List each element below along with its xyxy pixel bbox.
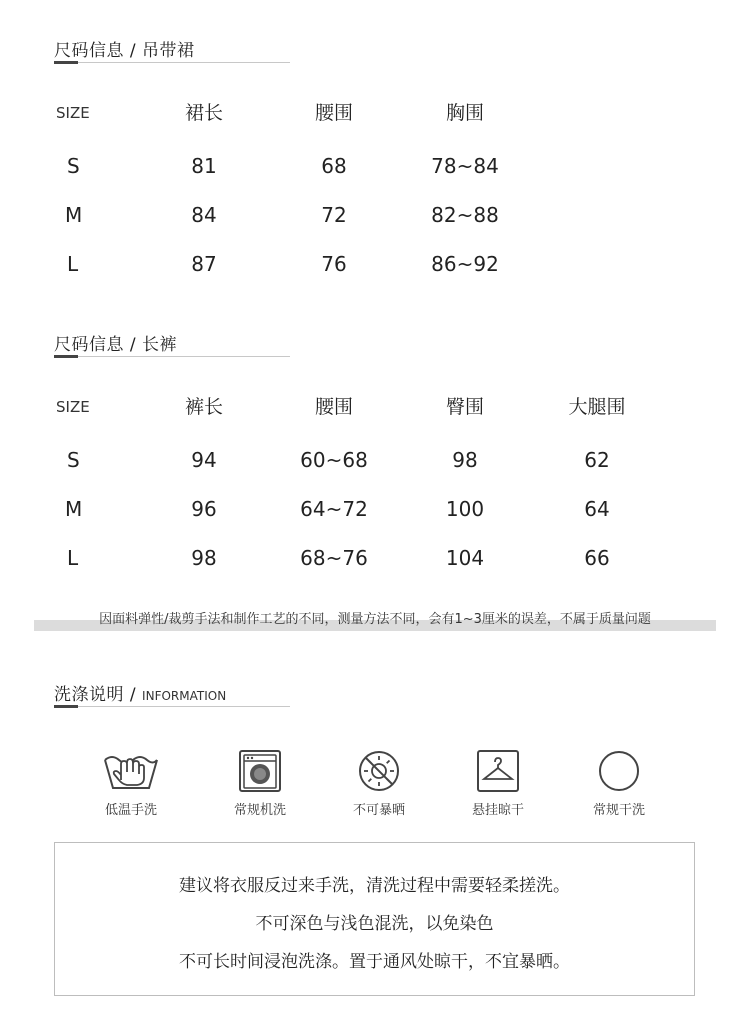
value-cell: 62	[584, 448, 610, 472]
header-waist: 腰围	[314, 396, 353, 418]
size-cell: L	[67, 252, 79, 276]
value-cell: 94	[191, 448, 217, 472]
wash-title	[54, 680, 226, 705]
size-cell: S	[67, 448, 80, 472]
size-cell: S	[67, 154, 80, 178]
size-cell: M	[65, 203, 83, 227]
table-header-row	[0, 392, 750, 422]
header-size: SIZE	[56, 398, 90, 416]
wash-item	[76, 750, 186, 818]
size-cell: M	[65, 497, 83, 521]
value-cell: 96	[191, 497, 217, 521]
wash-title-sub: INFORMATION	[142, 689, 227, 703]
wash-label: 常规干洗	[592, 803, 645, 818]
pants-size-section-title	[54, 330, 290, 360]
header-thigh: 大腿围	[568, 396, 626, 418]
table-header-row	[0, 98, 750, 128]
value-cell: 68	[321, 154, 347, 178]
table-row	[0, 494, 750, 524]
size-cell: L	[67, 546, 79, 570]
wash-label: 低温手洗	[104, 803, 157, 818]
value-cell: 64~72	[300, 497, 368, 521]
title-accent-bar	[54, 61, 78, 64]
dress-size-title: 尺码信息 / 吊带裙	[54, 41, 195, 61]
value-cell: 60~68	[300, 448, 368, 472]
value-cell: 87	[191, 252, 217, 276]
table-row	[0, 151, 750, 181]
machine-wash-icon	[230, 750, 290, 792]
value-cell: 82~88	[431, 203, 499, 227]
header-skirt-length: 裙长	[184, 102, 223, 124]
hang-dry-icon	[468, 750, 528, 792]
wash-label: 悬挂晾干	[471, 803, 524, 818]
header-hip: 臀围	[445, 396, 484, 418]
no-sun-icon	[349, 750, 409, 792]
title-accent-bar	[54, 705, 78, 708]
wash-section-title	[54, 680, 290, 710]
value-cell: 64	[584, 497, 610, 521]
dry-clean-icon	[589, 750, 649, 792]
wash-title-main: 洗涤说明 /	[54, 685, 143, 705]
title-accent-bar	[54, 355, 78, 358]
title-divider	[54, 356, 290, 357]
header-bust: 胸围	[445, 102, 484, 124]
value-cell: 98	[452, 448, 478, 472]
wash-item	[443, 750, 553, 818]
table-row	[0, 543, 750, 573]
value-cell: 84	[191, 203, 217, 227]
value-cell: 76	[321, 252, 347, 276]
wash-label: 不可暴晒	[352, 803, 405, 818]
value-cell: 68~76	[300, 546, 368, 570]
value-cell: 100	[445, 497, 485, 521]
dress-size-section-title	[54, 36, 290, 66]
table-row	[0, 249, 750, 279]
wash-label: 常规机洗	[233, 803, 286, 818]
table-row	[0, 445, 750, 475]
header-waist: 腰围	[314, 102, 353, 124]
care-instructions-box	[54, 842, 695, 996]
wash-icons-row	[0, 750, 750, 820]
value-cell: 98	[191, 546, 217, 570]
table-row	[0, 200, 750, 230]
value-cell: 66	[584, 546, 610, 570]
header-size: SIZE	[56, 104, 90, 122]
wash-item	[205, 750, 315, 818]
value-cell: 86~92	[431, 252, 499, 276]
value-cell: 104	[445, 546, 485, 570]
wash-item	[564, 750, 674, 818]
title-divider	[54, 706, 290, 707]
wash-item	[324, 750, 434, 818]
care-instruction-line: 建议将衣服反过来手洗，清洗过程中需要轻柔搓洗。	[179, 876, 570, 896]
care-instruction-line: 不可深色与浅色混洗，以免染色	[255, 914, 494, 934]
measurement-notice: 因面料弹性/裁剪手法和制作工艺的不同，测量方法不同，会有1~3厘米的误差，不属于质量问题	[99, 612, 651, 627]
hand-wash-icon	[101, 750, 161, 792]
title-divider	[54, 62, 290, 63]
header-pants-length: 裤长	[184, 396, 223, 418]
pants-size-title: 尺码信息 / 长裤	[54, 335, 178, 355]
value-cell: 81	[191, 154, 217, 178]
value-cell: 72	[321, 203, 347, 227]
care-instruction-line: 不可长时间浸泡洗涤。置于通风处晾干，不宜暴晒。	[179, 952, 570, 972]
value-cell: 78~84	[431, 154, 499, 178]
